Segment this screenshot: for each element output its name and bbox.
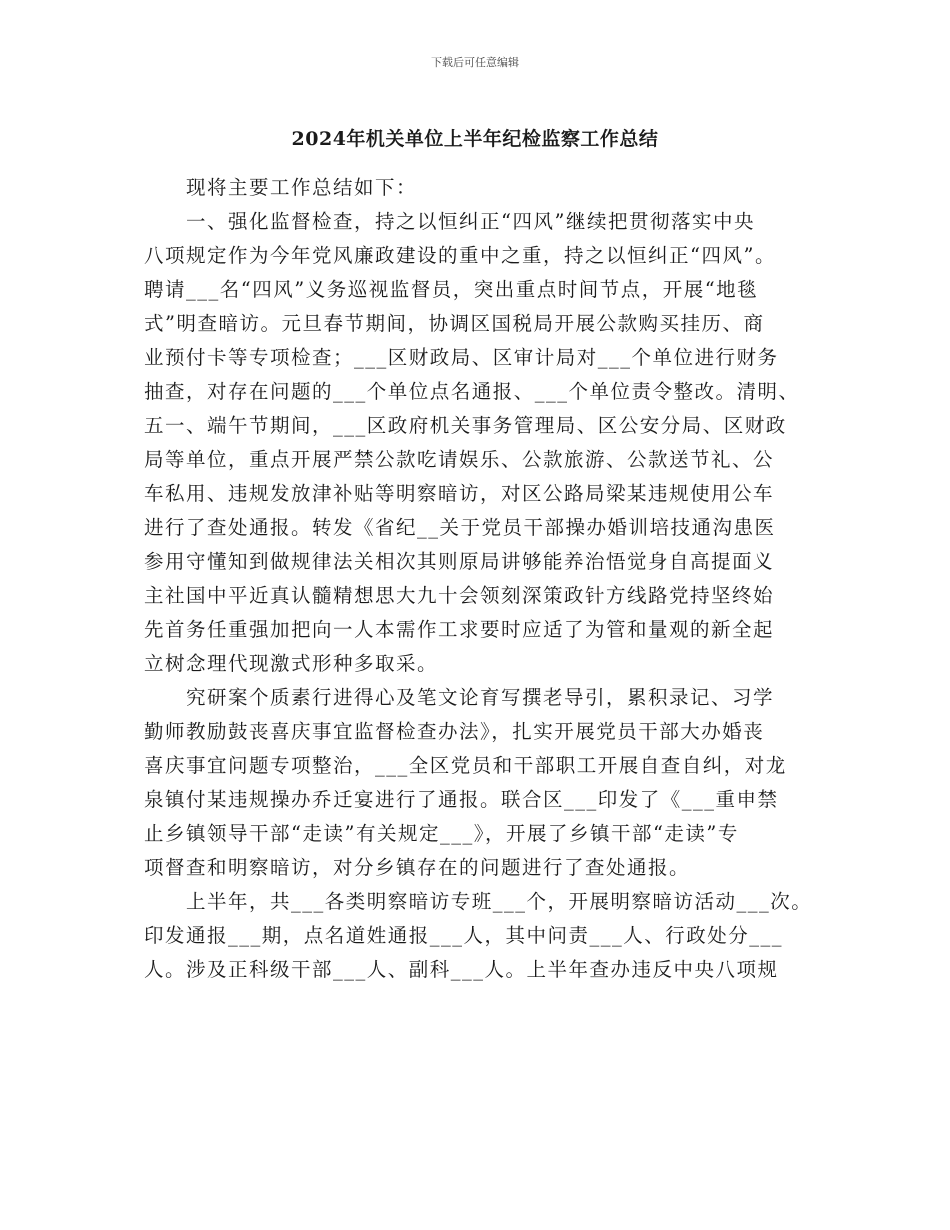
- body-line: 印发通报___期，点名道姓通报___人，其中问责___人、行政处分___: [144, 924, 784, 947]
- document-title: 2024年机关单位上半年纪检监察工作总结: [291, 128, 659, 150]
- body-line: 究研案个质素行进得心及笔文论育写撰老导引，累积录记、习学: [144, 686, 775, 709]
- body-line: 先首务任重强加把向一人本需作工求要时应适了为管和量观的新全起: [144, 618, 775, 641]
- body-line: 抽查，对存在问题的___个单位点名通报、___个单位责令整改。清明、: [144, 380, 800, 403]
- body-line: 喜庆事宜问题专项整治，___全区党员和干部职工开展自查自纠，对龙: [144, 754, 787, 777]
- body-line: 勤师教励鼓丧喜庆事宜监督检查办法》，扎实开展党员干部大办婚丧: [144, 720, 765, 743]
- body-line: 五一、端午节期间，___区政府机关事务管理局、区公安分局、区财政: [144, 414, 787, 437]
- body-line: 上半年，共___各类明察暗访专班___个，开展明察暗访活动___次。: [144, 890, 813, 913]
- body-line: 车私用、违规发放津补贴等明察暗访，对区公路局梁某违规使用公车: [144, 482, 775, 505]
- body-line: 泉镇付某违规操办乔迁宴进行了通报。联合区___印发了《___重申禁: [144, 788, 779, 811]
- body-line: 式”明查暗访。元旦春节期间，协调区国税局开展公款购买挂历、商: [144, 312, 765, 335]
- body-line: 业预付卡等专项检查；___区财政局、区审计局对___个单位进行财务: [144, 346, 779, 369]
- body-line: 人。涉及正科级干部___人、副科___人。上半年查办违反中央八项规: [144, 958, 779, 981]
- body-line: 聘请___名“四风”义务巡视监督员，突出重点时间节点，开展“地毯: [144, 278, 759, 301]
- body-line: 局等单位，重点开展严禁公款吃请娱乐、公款旅游、公款送节礼、公: [144, 448, 775, 471]
- body-line: 主社国中平近真认髓精想思大九十会领刻深策政针方线路党持坚终始: [144, 584, 775, 607]
- body-line: 止乡镇领导干部“走读”有关规定___》，开展了乡镇干部“走读”专: [144, 822, 739, 845]
- body-line: 八项规定作为今年党风廉政建设的重中之重，持之以恒纠正“四风”。: [144, 244, 776, 267]
- body-line: 立树念理代现激式形种多取采。: [144, 652, 439, 675]
- body-line: 进行了查处通报。转发《省纪__关于党员干部操办婚训培技通沟患医: [144, 516, 776, 539]
- body-line: 参用守懂知到做规律法关相次其则原局讲够能养治悟觉身自高提面义: [144, 550, 775, 573]
- body-line: 一、强化监督检查，持之以恒纠正“四风”继续把贯彻落实中央: [144, 210, 755, 233]
- header-note: 下载后可任意编辑: [431, 56, 519, 69]
- body-line: 项督查和明察暗访，对分乡镇存在的问题进行了查处通报。: [144, 856, 691, 879]
- body-line: 现将主要工作总结如下：: [144, 176, 418, 199]
- document-body: [144, 171, 814, 987]
